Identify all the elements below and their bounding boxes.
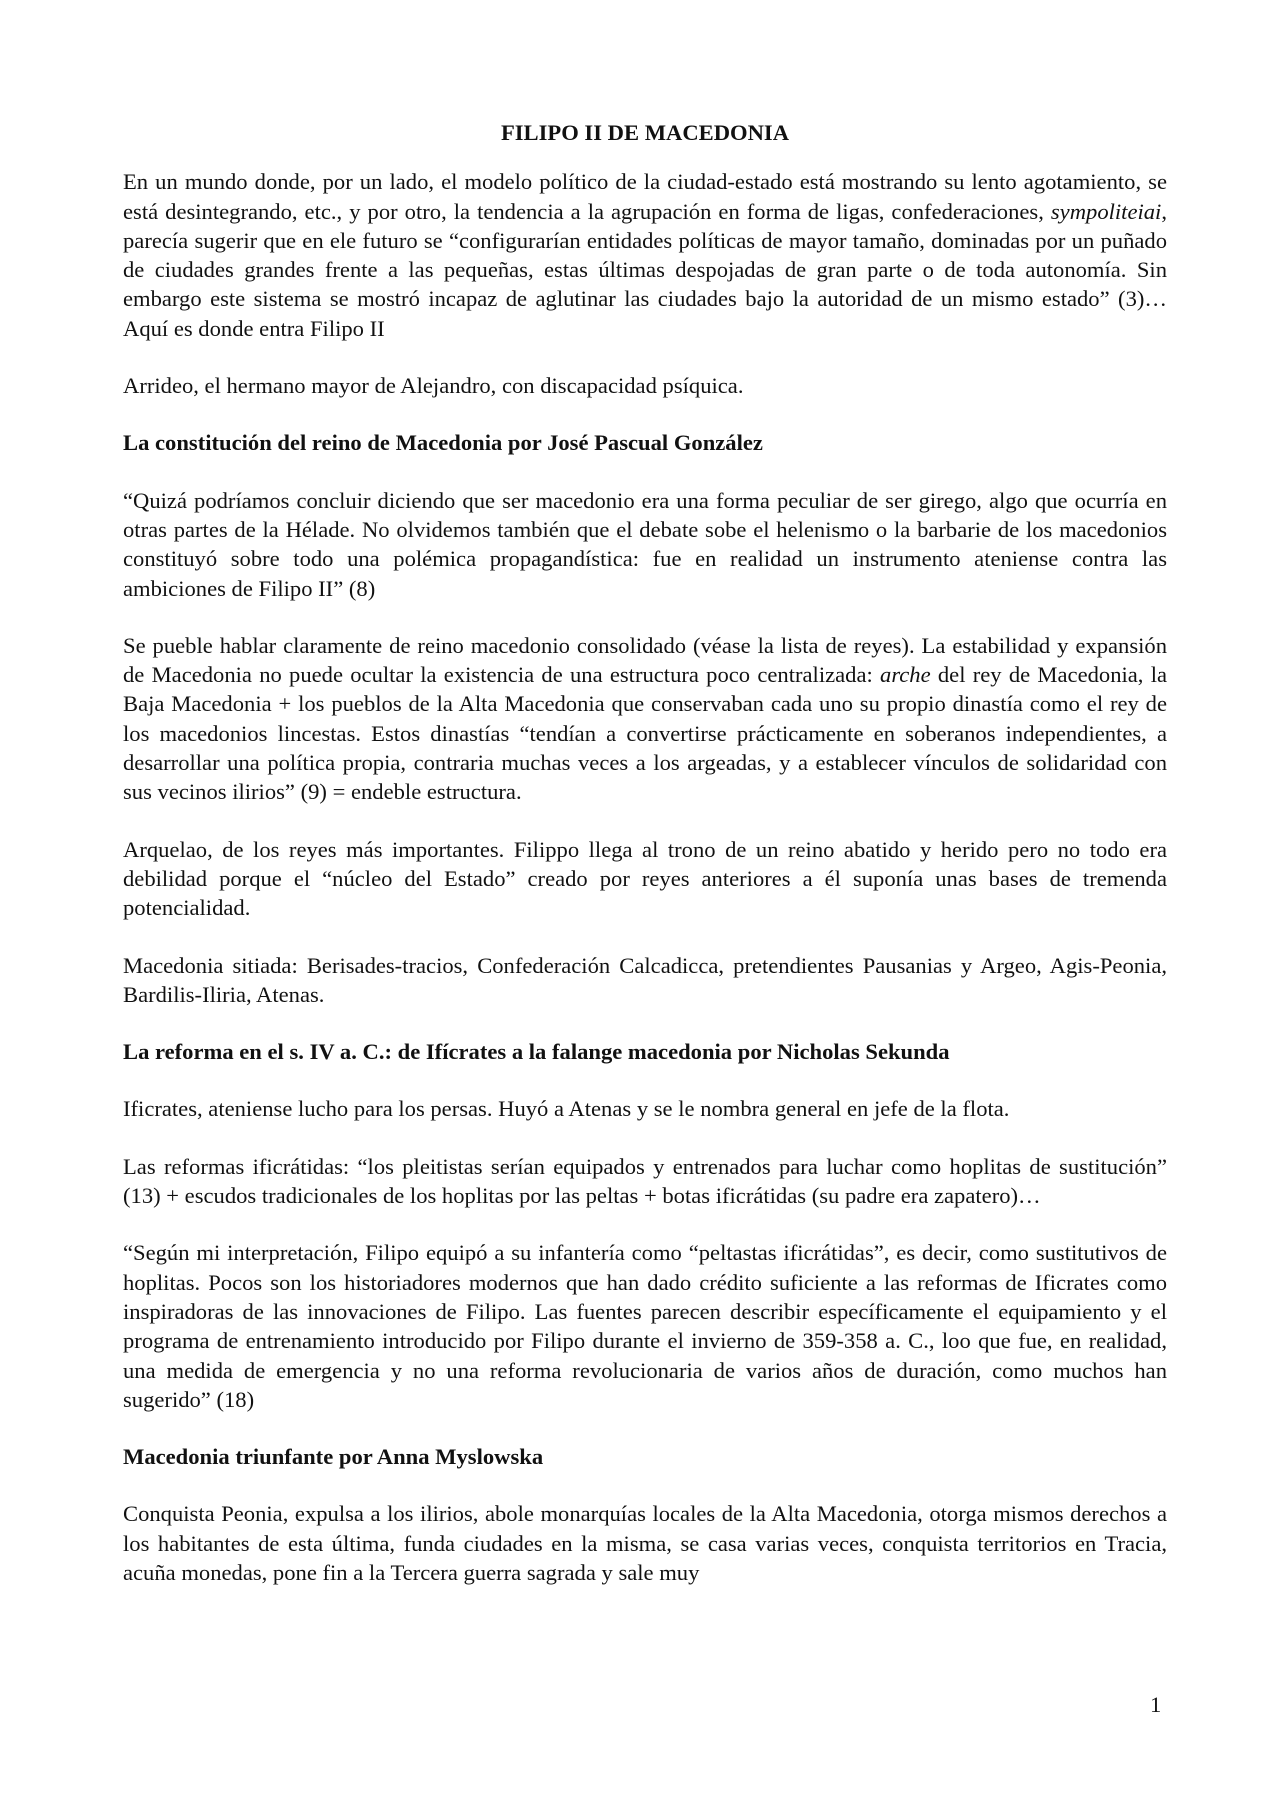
section-heading-triunfante: Macedonia triunfante por Anna Myslowska [123, 1444, 544, 1470]
document-title: FILIPO II DE MACEDONIA [500, 120, 790, 145]
conquista-paragraph: Conquista Peonia, expulsa a los ilirios, abole monarquías locales de la Alta Macedonia, otorga mismos derechos a los habitantes de esta última, funda ciudades en la misma, se casa varias veces, conquista territorios en Tracia, acuña monedas, pone fin a la Tercera guerra sagrada y sale muy [123, 1501, 1167, 1585]
reino-text-start: Se pueble hablar claramente de reino macedonio consolidado (véase la lista de reyes). La estabilidad y expansión de Macedonia no puede ocultar la existencia de una estructura poco centralizada: [123, 632, 1167, 688]
page-number: 1 [1150, 1692, 1162, 1717]
reino-paragraph [123, 631, 1167, 807]
intro-paragraph [123, 167, 1167, 343]
intro-text-end: , parecía sugerir que en ele futuro se “configurarían entidades políticas de mayor tamaño, dominadas por un puñado de ciudades grandes frente a las pequeñas, estas últimas despojadas de gran parte o de toda autonomía. Sin embargo este sistema se mostró incapaz de aglutinar las ciudades bajo la autoridad de un mismo estado” (3)… Aquí es donde entra Filipo II [123, 198, 1167, 341]
section-heading-constitucion: La constitución del reino de Macedonia por José Pascual González [123, 430, 763, 456]
intro-italic-term: sympoliteiai [1050, 198, 1162, 224]
intro-text-start: En un mundo donde, por un lado, el modelo político de la ciudad-estado está mostrando su lento agotamiento, se está desintegrando, etc., y por otro, la tendencia a la agrupación en forma de ligas, confederaciones, [123, 169, 1167, 224]
arquelao-paragraph: Arquelao, de los reyes más importantes. Filippo llega al trono de un reino abatido y herido pero no todo era debilidad porque el “núcleo del Estado” creado por reyes anteriores a él suponía unas bases de tremenda potencialidad. [123, 836, 1167, 921]
document-page [123, 118, 1167, 1587]
reino-text-end: del rey de Macedonia, la Baja Macedonia + los pueblos de la Alta Macedonia que conservaban cada uno su propio dinastía como el rey de los macedonios lincestas. Estos dinastías “tendían a convertirse prácticamente en soberanos independientes, a desarrollar una política propia, contraria muchas veces a los argeadas, y a establecer vínculos de solidaridad con sus vecinos ilirios” (9) = endeble estructura. [123, 662, 1168, 805]
pascual-quote-paragraph: “Quizá podríamos concluir diciendo que ser macedonio era una forma peculiar de ser girego, algo que ocurría en otras partes de la Hélade. No olvidemos también que el debate sobe el helenismo o la barbarie de los macedonios constituyó sobre todo una polémica propagandística: fue en realidad un instrumento ateniense contra las ambiciones de Filipo II” (8) [123, 487, 1167, 601]
reformas-paragraph: Las reformas ificrátidas: “los pleitistas serían equipados y entrenados para luchar como hoplitas de sustitución” (13) + escudos tradicionales de los hoplitas por las peltas + botas ificrátidas (su padre era zapatero)… [123, 1153, 1167, 1209]
arrideo-paragraph: Arrideo, el hermano mayor de Alejandro, con discapacidad psíquica. [123, 373, 744, 399]
reino-italic-term: arche [880, 662, 931, 688]
ificrates-paragraph: Ificrates, ateniense lucho para los persas. Huyó a Atenas y se le nombra general en jefe de la flota. [123, 1096, 1010, 1122]
sekunda-quote-paragraph: “Según mi interpretación, Filipo equipó a su infantería como “peltastas ificrátidas”, es decir, como sustitutivos de hoplitas. Pocos son los historiadores modernos que han dado crédito suficiente a las reformas de Ificrates como inspiradoras de las innovaciones de Filipo. Las fuentes parecen describir específicamente el equipamiento y el programa de entrenamiento introducido por Filipo durante el invierno de 359-358 a. C., loo que fue, en realidad, una medida de emergencia y no una reforma revolucionaria de varios años de duración, como muchos han sugerido” (18) [123, 1240, 1167, 1412]
section-heading-reforma: La reforma en el s. IV a. C.: de Ifícrates a la falange macedonia por Nicholas Sekunda [123, 1039, 950, 1065]
sitiada-paragraph: Macedonia sitiada: Berisades-tracios, Confederación Calcadicca, pretendientes Pausanias y Argeo, Agis-Peonia, Bardilis-Iliria, Atenas. [123, 952, 1167, 1007]
